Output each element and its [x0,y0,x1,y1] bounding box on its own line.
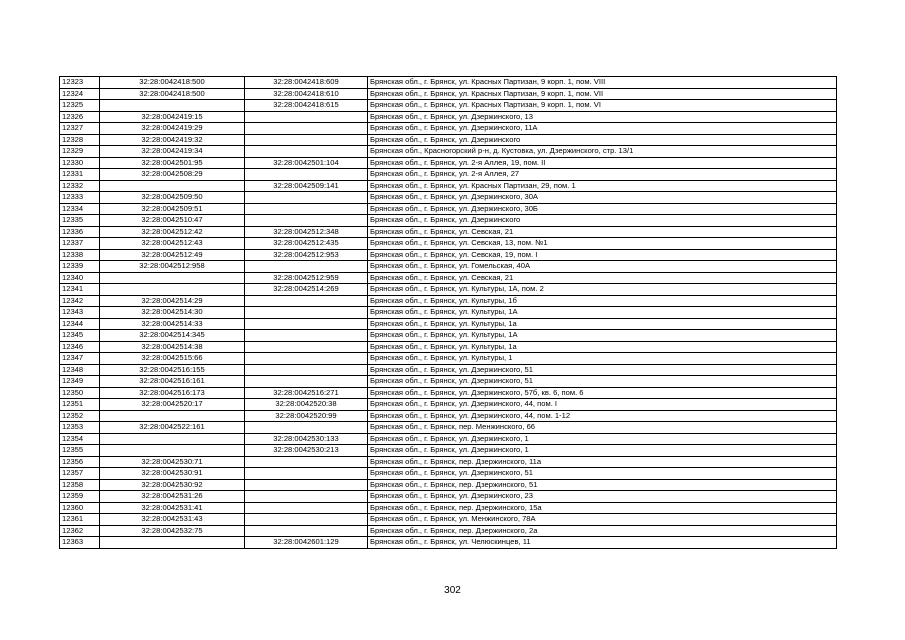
table-row [60,157,837,169]
object-cadastral-number-cell [245,491,368,503]
row-number-cell: 12331 [60,169,100,181]
row-number-cell: 12353 [60,422,100,434]
row-number-cell: 12337 [60,238,100,250]
table-row [60,537,837,549]
address-cell: Брянская обл., г. Брянск, ул. Менжинского, 78А [368,514,837,526]
object-cadastral-number-cell: 32:28:0042418:615 [245,100,368,112]
table-row [60,387,837,399]
object-cadastral-number-cell: 32:28:0042418:610 [245,88,368,100]
row-number-cell: 12326 [60,111,100,123]
row-number-cell: 12348 [60,364,100,376]
parcel-cadastral-number-cell: 32:28:0042514:29 [100,295,245,307]
table-row [60,261,837,273]
parcel-cadastral-number-cell: 32:28:0042516:155 [100,364,245,376]
object-cadastral-number-cell [245,169,368,181]
parcel-cadastral-number-cell: 32:28:0042514:33 [100,318,245,330]
table-row [60,249,837,261]
address-cell: Брянская обл., г. Брянск, ул. Севская, 13, пом. №1 [368,238,837,250]
object-cadastral-number-cell [245,215,368,227]
parcel-cadastral-number-cell: 32:28:0042530:92 [100,479,245,491]
address-cell: Брянская обл., г. Брянск, ул. Челюскинцев, 11 [368,537,837,549]
parcel-cadastral-number-cell: 32:28:0042419:15 [100,111,245,123]
table-row [60,295,837,307]
row-number-cell: 12350 [60,387,100,399]
row-number-cell: 12363 [60,537,100,549]
address-cell: Брянская обл., г. Брянск, ул. Гомельская, 40А [368,261,837,273]
parcel-cadastral-number-cell: 32:28:0042530:71 [100,456,245,468]
parcel-cadastral-number-cell: 32:28:0042510:47 [100,215,245,227]
row-number-cell: 12349 [60,376,100,388]
object-cadastral-number-cell: 32:28:0042520:38 [245,399,368,411]
object-cadastral-number-cell [245,376,368,388]
row-number-cell: 12347 [60,353,100,365]
table-row [60,456,837,468]
parcel-cadastral-number-cell: 32:28:0042512:43 [100,238,245,250]
row-number-cell: 12328 [60,134,100,146]
object-cadastral-number-cell: 32:28:0042516:271 [245,387,368,399]
address-cell: Брянская обл., г. Брянск, пер. Дзержинского, 11а [368,456,837,468]
table-row [60,364,837,376]
address-cell: Брянская обл., г. Брянск, ул. Культуры, 1 [368,353,837,365]
parcel-cadastral-number-cell [100,284,245,296]
parcel-cadastral-number-cell: 32:28:0042419:34 [100,146,245,158]
row-number-cell: 12346 [60,341,100,353]
parcel-cadastral-number-cell: 32:28:0042512:49 [100,249,245,261]
address-cell: Брянская обл., г. Брянск, ул. Дзержинского, 44, пом. I [368,399,837,411]
table-row [60,192,837,204]
row-number-cell: 12333 [60,192,100,204]
table-row [60,479,837,491]
parcel-cadastral-number-cell: 32:28:0042419:29 [100,123,245,135]
address-cell: Брянская обл., г. Брянск, ул. Культуры, 1А [368,330,837,342]
address-cell: Брянская обл., г. Брянск, ул. Культуры, 1А, пом. 2 [368,284,837,296]
object-cadastral-number-cell [245,123,368,135]
table-row [60,491,837,503]
object-cadastral-number-cell [245,341,368,353]
object-cadastral-number-cell [245,192,368,204]
row-number-cell: 12339 [60,261,100,273]
table-row [60,433,837,445]
address-cell: Брянская обл., г. Брянск, ул. Дзержинского, 11А [368,123,837,135]
address-cell: Брянская обл., г. Брянск, пер. Дзержинского, 15а [368,502,837,514]
row-number-cell: 12361 [60,514,100,526]
table-row [60,514,837,526]
parcel-cadastral-number-cell: 32:28:0042501:95 [100,157,245,169]
row-number-cell: 12351 [60,399,100,411]
address-cell: Брянская обл., г. Брянск, ул. Дзержинского, 44, пом. 1-12 [368,410,837,422]
table-body [60,77,837,549]
object-cadastral-number-cell: 32:28:0042514:269 [245,284,368,296]
table-row [60,330,837,342]
table-row [60,399,837,411]
table-row [60,203,837,215]
table-row [60,318,837,330]
object-cadastral-number-cell [245,134,368,146]
table-row [60,123,837,135]
object-cadastral-number-cell [245,525,368,537]
table-row [60,376,837,388]
parcel-cadastral-number-cell: 32:28:0042512:42 [100,226,245,238]
row-number-cell: 12362 [60,525,100,537]
object-cadastral-number-cell [245,146,368,158]
object-cadastral-number-cell [245,307,368,319]
address-cell: Брянская обл., г. Брянск, ул. Дзержинского, 13 [368,111,837,123]
parcel-cadastral-number-cell: 32:28:0042509:50 [100,192,245,204]
address-cell: Брянская обл., г. Брянск, ул. Севская, 21 [368,272,837,284]
address-cell: Брянская обл., Красногорский р-н, д. Кустовка, ул. Дзержинского, стр. 13/1 [368,146,837,158]
row-number-cell: 12323 [60,77,100,89]
object-cadastral-number-cell [245,111,368,123]
row-number-cell: 12334 [60,203,100,215]
object-cadastral-number-cell: 32:28:0042501:104 [245,157,368,169]
address-cell: Брянская обл., г. Брянск, пер. Дзержинского, 2а [368,525,837,537]
row-number-cell: 12344 [60,318,100,330]
row-number-cell: 12345 [60,330,100,342]
address-cell: Брянская обл., г. Брянск, ул. Культуры, 1а [368,341,837,353]
row-number-cell: 12329 [60,146,100,158]
parcel-cadastral-number-cell: 32:28:0042531:43 [100,514,245,526]
object-cadastral-number-cell [245,479,368,491]
object-cadastral-number-cell [245,422,368,434]
row-number-cell: 12332 [60,180,100,192]
table-row [60,215,837,227]
parcel-cadastral-number-cell: 32:28:0042520:17 [100,399,245,411]
parcel-cadastral-number-cell [100,433,245,445]
parcel-cadastral-number-cell [100,445,245,457]
object-cadastral-number-cell: 32:28:0042601:129 [245,537,368,549]
table-row [60,353,837,365]
table-row [60,100,837,112]
table-row [60,134,837,146]
object-cadastral-number-cell [245,261,368,273]
row-number-cell: 12359 [60,491,100,503]
parcel-cadastral-number-cell: 32:28:0042531:26 [100,491,245,503]
address-cell: Брянская обл., г. Брянск, ул. Культуры, 1А [368,307,837,319]
parcel-cadastral-number-cell: 32:28:0042509:51 [100,203,245,215]
row-number-cell: 12324 [60,88,100,100]
table-row [60,238,837,250]
object-cadastral-number-cell [245,353,368,365]
row-number-cell: 12327 [60,123,100,135]
table-row [60,445,837,457]
address-cell: Брянская обл., г. Брянск, ул. Дзержинского, 1 [368,433,837,445]
object-cadastral-number-cell: 32:28:0042512:435 [245,238,368,250]
registry-table [59,76,837,549]
parcel-cadastral-number-cell [100,410,245,422]
address-cell: Брянская обл., г. Брянск, ул. 2-я Аллея, 19, пом. II [368,157,837,169]
parcel-cadastral-number-cell: 32:28:0042508:29 [100,169,245,181]
table-row [60,341,837,353]
table-row [60,422,837,434]
row-number-cell: 12343 [60,307,100,319]
object-cadastral-number-cell [245,514,368,526]
row-number-cell: 12352 [60,410,100,422]
address-cell: Брянская обл., г. Брянск, пер. Менжинского, 66 [368,422,837,434]
object-cadastral-number-cell: 32:28:0042509:141 [245,180,368,192]
parcel-cadastral-number-cell: 32:28:0042512:958 [100,261,245,273]
table-row [60,410,837,422]
row-number-cell: 12358 [60,479,100,491]
address-cell: Брянская обл., г. Брянск, ул. Красных Партизан, 29, пом. 1 [368,180,837,192]
row-number-cell: 12355 [60,445,100,457]
parcel-cadastral-number-cell [100,100,245,112]
object-cadastral-number-cell [245,295,368,307]
row-number-cell: 12341 [60,284,100,296]
address-cell: Брянская обл., г. Брянск, ул. Дзержинского, 30Б [368,203,837,215]
row-number-cell: 12335 [60,215,100,227]
object-cadastral-number-cell: 32:28:0042530:213 [245,445,368,457]
table-row [60,525,837,537]
address-cell: Брянская обл., г. Брянск, ул. Красных Партизан, 9 корп. 1, пом. VIII [368,77,837,89]
parcel-cadastral-number-cell: 32:28:0042516:173 [100,387,245,399]
parcel-cadastral-number-cell [100,180,245,192]
parcel-cadastral-number-cell: 32:28:0042419:32 [100,134,245,146]
parcel-cadastral-number-cell [100,537,245,549]
parcel-cadastral-number-cell: 32:28:0042532:75 [100,525,245,537]
table-row [60,226,837,238]
row-number-cell: 12360 [60,502,100,514]
object-cadastral-number-cell [245,502,368,514]
address-cell: Брянская обл., г. Брянск, ул. Дзержинского [368,134,837,146]
parcel-cadastral-number-cell: 32:28:0042514:345 [100,330,245,342]
object-cadastral-number-cell: 32:28:0042530:133 [245,433,368,445]
object-cadastral-number-cell: 32:28:0042512:348 [245,226,368,238]
address-cell: Брянская обл., г. Брянск, ул. Севская, 19, пом. I [368,249,837,261]
parcel-cadastral-number-cell: 32:28:0042530:91 [100,468,245,480]
address-cell: Брянская обл., г. Брянск, ул. Дзержинского, 51 [368,376,837,388]
object-cadastral-number-cell [245,330,368,342]
row-number-cell: 12325 [60,100,100,112]
row-number-cell: 12342 [60,295,100,307]
address-cell: Брянская обл., г. Брянск, пер. Дзержинского, 51 [368,479,837,491]
address-cell: Брянская обл., г. Брянск, ул. Культуры, 1а [368,318,837,330]
table-row [60,180,837,192]
address-cell: Брянская обл., г. Брянск, ул. Дзержинского, 51 [368,364,837,376]
object-cadastral-number-cell: 32:28:0042418:609 [245,77,368,89]
object-cadastral-number-cell: 32:28:0042512:953 [245,249,368,261]
address-cell: Брянская обл., г. Брянск, ул. 2-я Аллея, 27 [368,169,837,181]
table-row [60,111,837,123]
table-row [60,468,837,480]
address-cell: Брянская обл., г. Брянск, ул. Красных Партизан, 9 корп. 1, пом. VII [368,88,837,100]
row-number-cell: 12338 [60,249,100,261]
address-cell: Брянская обл., г. Брянск, ул. Дзержинского [368,215,837,227]
row-number-cell: 12330 [60,157,100,169]
parcel-cadastral-number-cell: 32:28:0042515:66 [100,353,245,365]
table-row [60,77,837,89]
table-row [60,88,837,100]
parcel-cadastral-number-cell: 32:28:0042531:41 [100,502,245,514]
object-cadastral-number-cell: 32:28:0042512:959 [245,272,368,284]
row-number-cell: 12354 [60,433,100,445]
row-number-cell: 12356 [60,456,100,468]
parcel-cadastral-number-cell: 32:28:0042514:38 [100,341,245,353]
table-row [60,169,837,181]
object-cadastral-number-cell [245,364,368,376]
parcel-cadastral-number-cell: 32:28:0042514:30 [100,307,245,319]
parcel-cadastral-number-cell [100,272,245,284]
table-row [60,146,837,158]
object-cadastral-number-cell [245,456,368,468]
row-number-cell: 12340 [60,272,100,284]
address-cell: Брянская обл., г. Брянск, ул. Дзержинского, 57б, кв. 6, пом. 6 [368,387,837,399]
parcel-cadastral-number-cell: 32:28:0042522:161 [100,422,245,434]
row-number-cell: 12336 [60,226,100,238]
table-row [60,307,837,319]
page-number: 302 [444,585,461,596]
address-cell: Брянская обл., г. Брянск, ул. Дзержинского, 1 [368,445,837,457]
table-row [60,502,837,514]
object-cadastral-number-cell [245,203,368,215]
parcel-cadastral-number-cell: 32:28:0042418:500 [100,77,245,89]
address-cell: Брянская обл., г. Брянск, ул. Красных Партизан, 9 корп. 1, пом. VI [368,100,837,112]
address-cell: Брянская обл., г. Брянск, ул. Дзержинского, 51 [368,468,837,480]
object-cadastral-number-cell [245,318,368,330]
address-cell: Брянская обл., г. Брянск, ул. Культуры, 1б [368,295,837,307]
address-cell: Брянская обл., г. Брянск, ул. Дзержинского, 30А [368,192,837,204]
parcel-cadastral-number-cell: 32:28:0042418:500 [100,88,245,100]
address-cell: Брянская обл., г. Брянск, ул. Дзержинского, 23 [368,491,837,503]
row-number-cell: 12357 [60,468,100,480]
table-row [60,284,837,296]
table-row [60,272,837,284]
object-cadastral-number-cell [245,468,368,480]
parcel-cadastral-number-cell: 32:28:0042516:161 [100,376,245,388]
address-cell: Брянская обл., г. Брянск, ул. Севская, 21 [368,226,837,238]
object-cadastral-number-cell: 32:28:0042520:99 [245,410,368,422]
